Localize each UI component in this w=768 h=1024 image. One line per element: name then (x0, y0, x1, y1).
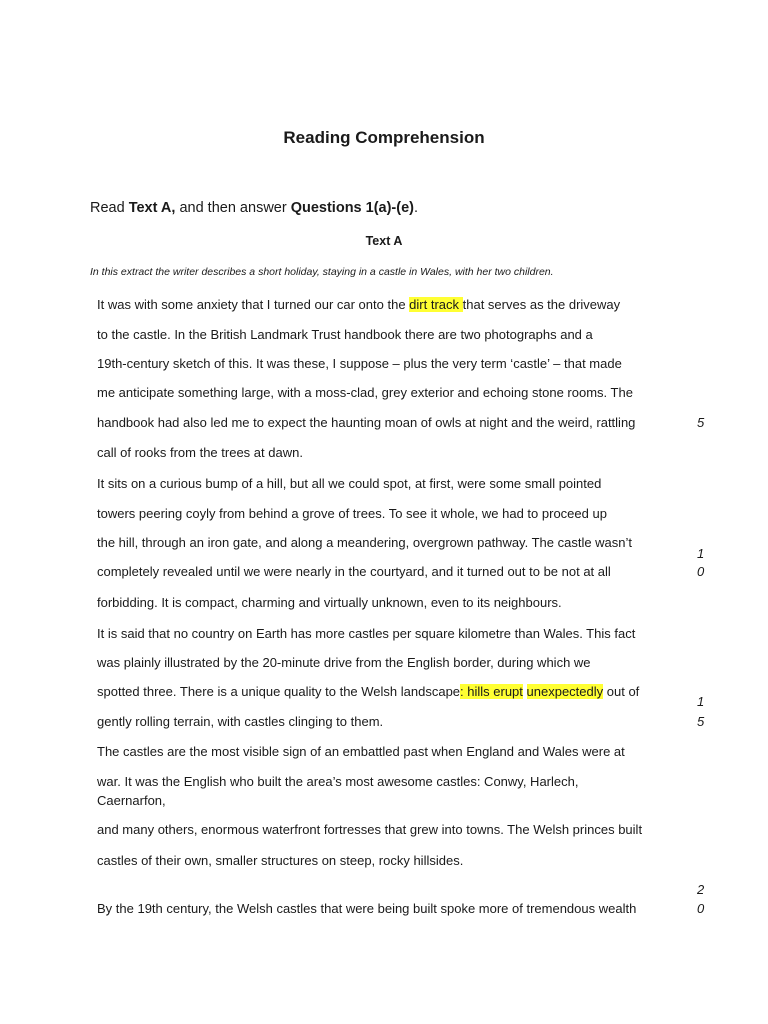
line-text: out of (603, 684, 640, 699)
line-text: that serves as the driveway (462, 297, 621, 312)
instruction-post: . (413, 200, 419, 216)
line-number: 1 (697, 694, 705, 709)
passage-line: forbidding. It is compact, charming and virtually unknown, even to its neighbours. (97, 595, 562, 610)
passage-line: towers peering coyly from behind a grove of trees. To see it whole, we had to proceed up (97, 506, 607, 521)
line-text (523, 684, 527, 699)
line-number: 5 (697, 714, 705, 729)
passage-line: completely revealed until we were nearly in the courtyard, and it turned out to be not at all (97, 564, 611, 579)
passage-line: me anticipate something large, with a moss-clad, grey exterior and echoing stone rooms. The (97, 385, 633, 400)
passage-line: 19th-century sketch of this. It was these, I suppose – plus the very term ‘castle’ – that made (97, 356, 622, 371)
line-number: 0 (697, 564, 705, 579)
passage-line: was plainly illustrated by the 20-minute drive from the English border, during which we (97, 655, 591, 670)
passage-line: Caernarfon, (97, 793, 166, 808)
passage-line: to the castle. In the British Landmark Trust handbook there are two photographs and a (97, 327, 593, 342)
line-text: spotted three. There is a unique quality to the Welsh landscape (97, 684, 461, 699)
line-number: 5 (697, 415, 705, 430)
passage-line: It is said that no country on Earth has more castles per square kilometre than Wales. This fact (97, 626, 636, 641)
intro-italic: In this extract the writer describes a short holiday, staying in a castle in Wales, with her two children. (90, 266, 554, 278)
highlight-unexpectedly: unexpectedly (526, 684, 604, 699)
passage-line: handbook had also led me to expect the haunting moan of owls at night and the weird, rattling (97, 415, 636, 430)
instruction-text-a: Text A, (128, 200, 176, 216)
passage-line (97, 684, 639, 700)
line-number: 0 (697, 901, 705, 916)
highlight-dirt-track: dirt track (409, 297, 463, 312)
instruction-line (90, 200, 418, 216)
instruction-questions: Questions 1(a)-(e) (290, 200, 414, 216)
passage-line: gently rolling terrain, with castles clinging to them. (97, 714, 384, 729)
passage-line: the hill, through an iron gate, and along a meandering, overgrown pathway. The castle wasn’t (97, 535, 633, 550)
passage-line: By the 19th century, the Welsh castles that were being built spoke more of tremendous wealth (97, 901, 637, 916)
passage-line: The castles are the most visible sign of an embattled past when England and Wales were at (97, 744, 625, 759)
text-a-heading: Text A (365, 234, 403, 248)
passage-line: It sits on a curious bump of a hill, but all we could spot, at first, were some small pointed (97, 476, 602, 491)
page-title: Reading Comprehension (283, 128, 485, 147)
passage-line: war. It was the English who built the area’s most awesome castles: Conwy, Harlech, (97, 774, 579, 789)
line-text: It was with some anxiety that I turned our car onto the (97, 297, 410, 312)
line-number: 1 (697, 546, 705, 561)
highlight-hills-erupt: : hills erupt (460, 684, 523, 699)
passage-line (97, 297, 620, 313)
passage-line: call of rooks from the trees at dawn. (97, 445, 303, 460)
passage-line: and many others, enormous waterfront fortresses that grew into towns. The Welsh princes built (97, 822, 643, 837)
instruction-pre: Read (90, 200, 129, 216)
passage-line: castles of their own, smaller structures on steep, rocky hillsides. (97, 853, 464, 868)
instruction-mid: and then answer (175, 200, 291, 216)
line-number: 2 (697, 882, 705, 897)
